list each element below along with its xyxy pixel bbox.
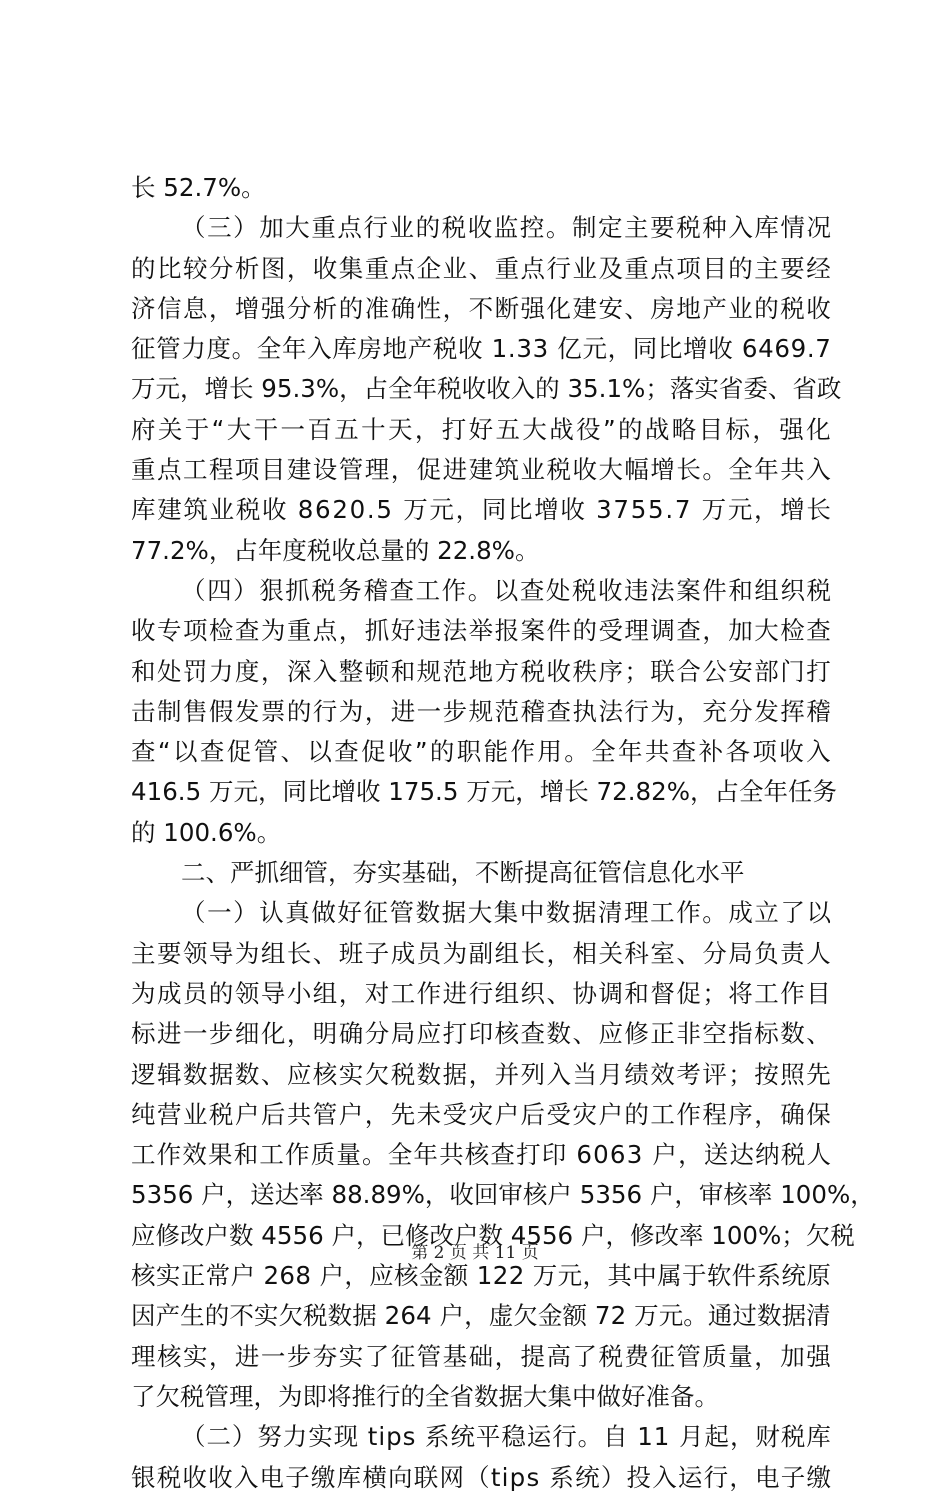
text-line: 征 管 力 度 。 全 年 入 库 房 地 产 税 收 1 . 3 3 亿 元 ， 同 比 增 收 6 4 6 9 . 7	[131, 334, 831, 364]
text-line: （ 三 ） 加 大 重 点 行 业 的 税 收 监 控 。 制 定 主 要 税 种 入 库 情 况	[181, 213, 831, 243]
text-line: （ 二 ） 努 力 实 现 t i p s 系 统 平 稳 运 行 。 自 1 1 月 起 ， 财 税 库	[181, 1422, 831, 1452]
text-line: 逻 辑 数 据 数 、 应 核 实 欠 税 数 据 ， 并 列 入 当 月 绩 效 考 评 ； 按 照 先	[131, 1059, 831, 1089]
text-line: 和 处 罚 力 度 ， 深 入 整 顿 和 规 范 地 方 税 收 秩 序 ； 联 合 公 安 部 门 打	[131, 656, 831, 686]
text-line: 主 要 领 导 为 组 长 、 班 子 成 员 为 副 组 长 ， 相 关 科 室 、 分 局 负 责 人	[131, 938, 831, 968]
text-line: 标 进 一 步 细 化 ， 明 确 分 局 应 打 印 核 查 数 、 应 修 正 非 空 指 标 数 、	[131, 1019, 831, 1049]
text-line: 为 成 员 的 领 导 小 组 ， 对 工 作 进 行 组 织 、 协 调 和 督 促 ； 将 工 作 目	[131, 978, 831, 1008]
text-line: 长 52.7%。	[131, 173, 266, 202]
text-line: 银 税 收 收 入 电 子 缴 库 横 向 联 网 （ t i p s 系 统 ） 投 入 运 行 ， 电 子 缴	[131, 1462, 831, 1492]
text-line: 的 100.6%。	[131, 817, 282, 847]
text-line: 万 元 ， 增 长 9 5 . 3 % ， 占 全 年 税 收 收 入 的 3 5 . 1 % ； 落 实 省 委 、 省 政	[131, 374, 842, 404]
page-footer: 第 2 页 共 11 页	[411, 1243, 539, 1263]
text-line: 77.2%，占年度税收总量的 22.8%。	[131, 535, 540, 565]
text-line: （ 一 ） 认 真 做 好 征 管 数 据 大 集 中 数 据 清 理 工 作 。 成 立 了 以	[181, 898, 831, 928]
text-line: 查 “ 以 查 促 管 、 以 查 促 收 ” 的 职 能 作 用 。 全 年 共 查 补 各 项 收 入	[131, 737, 831, 767]
text-line: （ 四 ） 狠 抓 税 务 稽 查 工 作 。 以 查 处 税 收 违 法 案 件 和 组 织 税	[181, 575, 831, 605]
text-line: 5 3 5 6 户 ， 送 达 率 8 8 . 8 9 % ， 收 回 审 核 户 5 3 5 6 户 ， 审 核 率 1 0 0 % ，	[131, 1180, 875, 1210]
text-line: 府 关 于 “ 大 干 一 百 五 十 天 ， 打 好 五 大 战 役 ” 的 战 略 目 标 ， 强 化	[131, 414, 831, 444]
text-line: 重 点 工 程 项 目 建 设 管 理 ， 促 进 建 筑 业 税 收 大 幅 增 长 。 全 年 共 入	[131, 455, 831, 485]
text-line: 纯 营 业 税 户 后 共 管 户 ， 先 未 受 灾 户 后 受 灾 户 的 工 作 程 序 ， 确 保	[131, 1099, 831, 1129]
text-line: 核 实 正 常 户 2 6 8 户 ， 应 核 金 额 1 2 2 万 元 ， 其 中 属 于 软 件 系 统 原	[131, 1261, 831, 1291]
document-body	[131, 168, 875, 1498]
text-line: 济 信 息 ， 增 强 分 析 的 准 确 性 ， 不 断 强 化 建 安 、 房 地 产 业 的 税 收	[131, 293, 831, 323]
text-line: 理 核 实 ， 进 一 步 夯 实 了 征 管 基 础 ， 提 高 了 税 费 征 管 质 量 ， 加 强	[131, 1341, 831, 1371]
text-line: 因 产 生 的 不 实 欠 税 数 据 2 6 4 户 ， 虚 欠 金 额 7 2 万 元 。 通 过 数 据 清	[131, 1301, 831, 1331]
text-line: 4 1 6 . 5 万 元 ， 同 比 增 收 1 7 5 . 5 万 元 ， 增 长 7 2 . 8 2 % ， 占 全 年 任 务	[131, 777, 837, 807]
text-line: 击 制 售 假 发 票 的 行 为 ， 进 一 步 规 范 稽 查 执 法 行 为 ， 充 分 发 挥 稽	[131, 696, 831, 726]
text-line: 了欠税管理，为即将推行的全省数据大集中做好准备。	[131, 1381, 719, 1411]
text-line: 库 建 筑 业 税 收 8 6 2 0 . 5 万 元 ， 同 比 增 收 3 7 5 5 . 7 万 元 ， 增 长	[131, 495, 831, 525]
text-line: 收 专 项 检 查 为 重 点 ， 抓 好 违 法 举 报 案 件 的 受 理 调 查 ， 加 大 检 查	[131, 616, 831, 646]
text-line: 应 修 改 户 数 4 5 5 6 户 ， 已 修 改 户 数 4 5 5 6 户 ， 修 改 率 1 0 0 % ； 欠 税	[131, 1220, 855, 1250]
text-line: 二、严抓细管，夯实基础，不断提高征管信息化水平	[181, 858, 745, 888]
text-line: 工 作 效 果 和 工 作 质 量 。 全 年 共 核 查 打 印 6 0 6 3 户 ， 送 达 纳 税 人	[131, 1140, 831, 1170]
text-line: 的 比 较 分 析 图 ， 收 集 重 点 企 业 、 重 点 行 业 及 重 点 项 目 的 主 要 经	[131, 253, 831, 283]
